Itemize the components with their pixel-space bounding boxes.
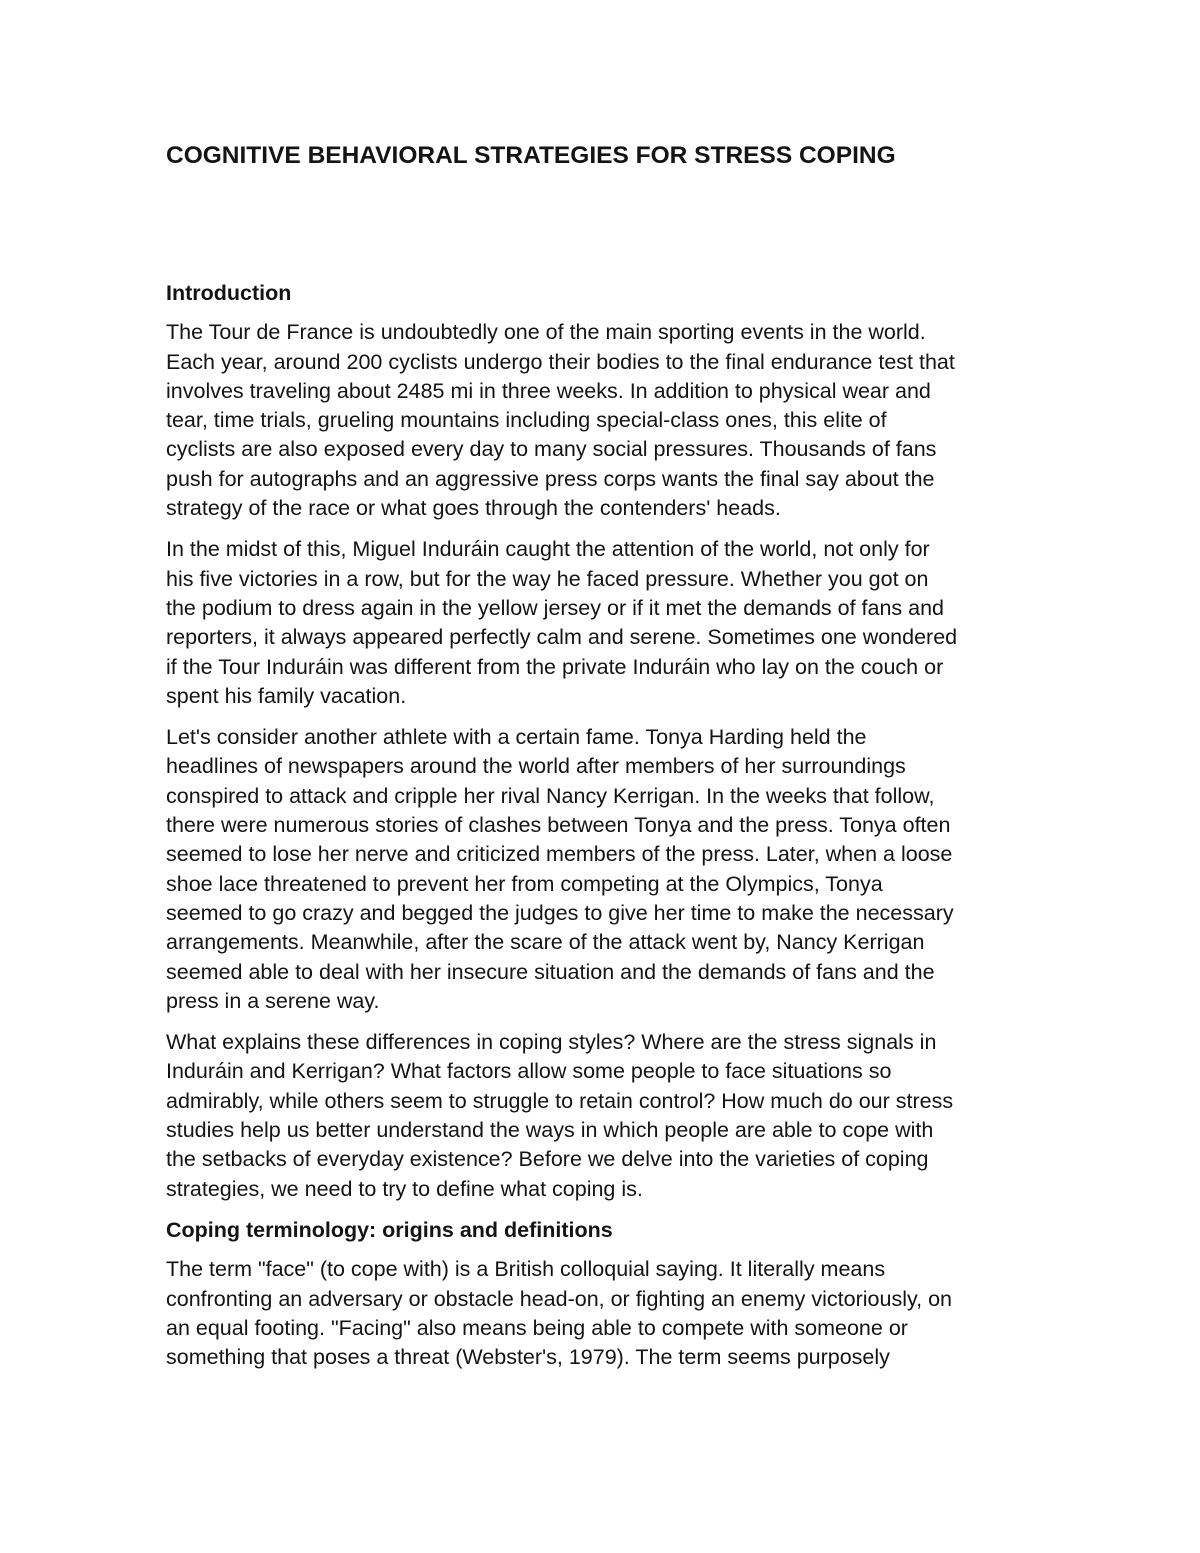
spacer	[166, 523, 1046, 535]
paragraph-line: strategies, we need to try to define what coping is.	[166, 1176, 643, 1201]
paragraph-line: an equal footing. "Facing" also means being able to compete with someone or	[166, 1315, 908, 1340]
paragraph-line: his five victories in a row, but for the way he faced pressure. Whether you got on	[166, 566, 929, 591]
paragraph-line: studies help us better understand the ways in which people are able to cope with	[166, 1118, 934, 1143]
paragraph-line: Let's consider another athlete with a certain fame. Tonya Harding held the	[166, 725, 867, 750]
paragraph-line: Each year, around 200 cyclists undergo their bodies to the final endurance test that	[166, 349, 955, 374]
body-paragraph	[166, 318, 1046, 523]
spacer	[166, 1372, 1046, 1384]
paragraph-line: seemed able to deal with her insecure situation and the demands of fans and the	[166, 959, 935, 984]
paragraph-line: In the midst of this, Miguel Induráin caught the attention of the world, not only for	[166, 537, 930, 562]
paragraph-line: shoe lace threatened to prevent her from competing at the Olympics, Tonya	[166, 871, 883, 896]
paragraph-line: spent his family vacation.	[166, 683, 407, 708]
paragraph-line: cyclists are also exposed every day to many social pressures. Thousands of fans	[166, 437, 937, 462]
paragraph-line: the podium to dress again in the yellow jersey or if it met the demands of fans and	[166, 595, 945, 620]
paragraph-line: confronting an adversary or obstacle head-on, or fighting an enemy victoriously, on	[166, 1286, 952, 1311]
paragraph-line: strategy of the race or what goes through the contenders' heads.	[166, 496, 781, 521]
paragraph-line: there were numerous stories of clashes between Tonya and the press. Tonya often	[166, 813, 951, 838]
paragraph-line: tear, time trials, grueling mountains including special-class ones, this elite of	[166, 408, 887, 433]
spacer	[166, 1016, 1046, 1028]
paragraph-line: arrangements. Meanwhile, after the scare of the attack went by, Nancy Kerrigan	[166, 930, 925, 955]
section-heading: Coping terminology: origins and definitions	[166, 1217, 613, 1242]
paragraph-line: the setbacks of everyday existence? Before we delve into the varieties of coping	[166, 1147, 929, 1172]
paragraph-line: conspired to attack and cripple her rival Nancy Kerrigan. In the weeks that follow,	[166, 783, 935, 808]
paragraph-line: involves traveling about 2485 mi in three weeks. In addition to physical wear and	[166, 378, 931, 403]
spacer	[166, 308, 1046, 318]
paragraph-line: seemed to lose her nerve and criticized members of the press. Later, when a loose	[166, 842, 953, 867]
paragraph-line: The Tour de France is undoubtedly one of the main sporting events in the world.	[166, 320, 926, 345]
body-paragraph	[166, 723, 1046, 1016]
paragraph-line: headlines of newspapers around the world after members of her surroundings	[166, 754, 906, 779]
body-paragraph	[166, 1028, 1046, 1204]
paragraph-line: push for autographs and an aggressive press corps wants the final say about the	[166, 466, 935, 491]
document-title: COGNITIVE BEHAVIORAL STRATEGIES FOR STRESS COPING	[166, 142, 896, 169]
paragraph-line: Induráin and Kerrigan? What factors allow some people to face situations so	[166, 1059, 892, 1084]
spacer	[166, 711, 1046, 723]
body-paragraph	[166, 535, 1046, 711]
document-body	[166, 279, 1046, 1384]
section-heading: Introduction	[166, 281, 292, 305]
paragraph-line: What explains these differences in coping styles? Where are the stress signals in	[166, 1030, 937, 1055]
paragraph-line: reporters, it always appeared perfectly calm and serene. Sometimes one wondered	[166, 625, 958, 650]
paragraph-line: press in a serene way.	[166, 988, 380, 1013]
paragraph-line: seemed to go crazy and begged the judges to give her time to make the necessary	[166, 900, 954, 925]
paragraph-line: admirably, while others seem to struggle to retain control? How much do our stress	[166, 1088, 954, 1113]
spacer	[166, 1245, 1046, 1255]
spacer	[166, 1204, 1046, 1216]
paragraph-line: if the Tour Induráin was different from the private Induráin who lay on the couch or	[166, 654, 944, 679]
body-paragraph	[166, 1255, 1046, 1372]
paragraph-line: something that poses a threat (Webster's, 1979). The term seems purposely	[166, 1345, 890, 1370]
paragraph-line: The term "face" (to cope with) is a British colloquial saying. It literally means	[166, 1257, 886, 1282]
